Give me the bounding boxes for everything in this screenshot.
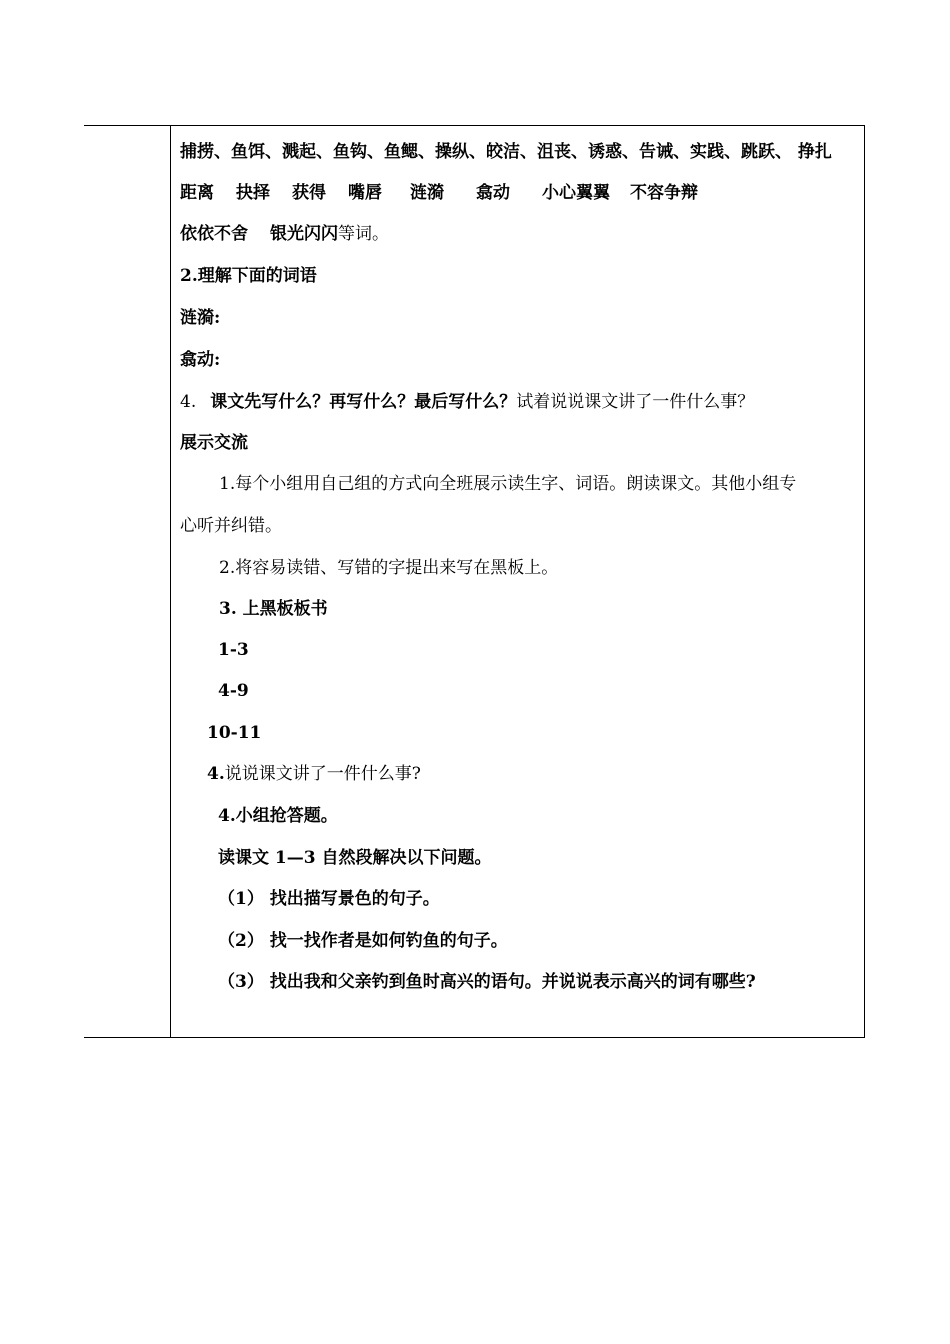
- vocab-word: 依依不舍: [180, 224, 248, 244]
- left-column-cell: [84, 126, 171, 1037]
- question-4: [180, 390, 754, 414]
- exchange-paragraph-4: [207, 762, 421, 786]
- exchange-paragraph-2: 2.将容易读错、写错的字提出来写在黑板上。: [219, 558, 559, 578]
- exchange-paragraph-1-line-2: 心听并纠错。: [180, 516, 282, 536]
- sub-question-3: （3） 找出我和父亲钓到鱼时高兴的语句。并说说表示高兴的词有哪些?: [218, 972, 756, 992]
- vocab-tail: 等词。: [338, 224, 389, 244]
- vocab-word: 嘴唇: [348, 183, 382, 203]
- sub-question-1: （1） 找出描写景色的句子。: [218, 889, 440, 909]
- exchange-paragraph-3: 3. 上黑板板书: [219, 599, 328, 619]
- vocab-row-2: [180, 181, 698, 205]
- exchange-title: 展示交流: [180, 433, 248, 453]
- vocab-word: 不容争辩: [630, 183, 698, 203]
- section-2-title: 2.理解下面的词语: [180, 266, 317, 286]
- board-range-1: 1-3: [218, 640, 249, 660]
- lesson-table: [84, 125, 865, 1038]
- board-range-2: 4-9: [218, 681, 249, 701]
- vocab-word: 获得: [292, 183, 326, 203]
- vocab-word: 抉择: [236, 183, 270, 203]
- vocab-word: 小心翼翼: [542, 183, 610, 203]
- vocab-word: 距离: [180, 183, 214, 203]
- paragraph-text: 说说课文讲了一件什么事?: [224, 764, 421, 784]
- vocab-word: 涟漪: [410, 183, 444, 203]
- term-lianyi: 涟漪:: [180, 308, 221, 328]
- exchange-paragraph-6: 读课文 1—3 自然段解决以下问题。: [218, 848, 492, 868]
- paragraph-number: 4.: [207, 764, 225, 784]
- question-tail: 试着说说课文讲了一件什么事？: [516, 392, 755, 412]
- board-range-3: 10-11: [207, 723, 262, 743]
- exchange-paragraph-5: 4.小组抢答题。: [218, 806, 338, 826]
- exchange-paragraph-1-line-1: 1.每个小组用自己组的方式向全班展示读生字、词语。朗读课文。其他小组专: [219, 474, 797, 494]
- vocab-word: 翕动: [476, 183, 510, 203]
- term-xidong: 翕动:: [180, 350, 221, 370]
- question-number: 4.: [180, 392, 197, 412]
- question-bold: 课文先写什么？再写什么？最后写什么？: [210, 392, 517, 412]
- vocab-row-1: 捕捞、鱼饵、溅起、鱼钩、鱼鳃、操纵、皎洁、沮丧、诱惑、告诫、实践、跳跃、 挣扎: [180, 142, 832, 162]
- vocab-word: 银光闪闪: [270, 224, 338, 244]
- sub-question-2: （2） 找一找作者是如何钓鱼的句子。: [218, 931, 508, 951]
- vocab-row-3: [180, 222, 389, 246]
